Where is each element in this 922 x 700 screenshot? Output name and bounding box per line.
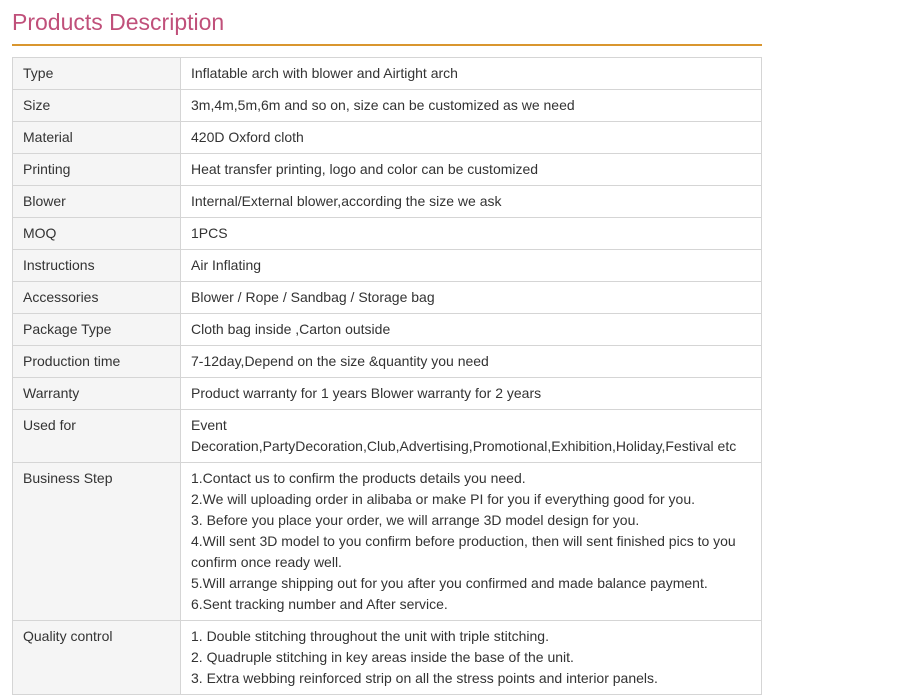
spec-value-line: 1PCS: [191, 225, 228, 241]
table-row: [13, 463, 762, 621]
table-row: [13, 122, 762, 154]
spec-value: [181, 122, 762, 154]
spec-value: [181, 282, 762, 314]
spec-value: [181, 463, 762, 621]
spec-value-line: Decoration,PartyDecoration,Club,Advertising,Promotional,Exhibition,Holiday,Festival etc: [191, 438, 737, 454]
spec-value-line: 1.Contact us to confirm the products details you need.: [191, 470, 526, 486]
title-divider: [12, 44, 762, 46]
spec-label: Instructions: [13, 250, 181, 282]
table-row: [13, 58, 762, 90]
spec-label: Business Step: [13, 463, 181, 621]
spec-value: [181, 410, 762, 463]
spec-value-line: 3. Before you place your order, we will arrange 3D model design for you.: [191, 512, 640, 528]
spec-value: [181, 314, 762, 346]
table-row: [13, 186, 762, 218]
table-row: [13, 282, 762, 314]
spec-value-line: Inflatable arch with blower and Airtight arch: [191, 65, 458, 81]
spec-value-line: 5.Will arrange shipping out for you after you confirmed and made balance payment.: [191, 575, 708, 591]
spec-label: Production time: [13, 346, 181, 378]
spec-label: Package Type: [13, 314, 181, 346]
spec-value-line: Internal/External blower,according the size we ask: [191, 193, 502, 209]
table-row: [13, 250, 762, 282]
spec-value-line: confirm once ready well.: [191, 554, 342, 570]
spec-value-line: 2.We will uploading order in alibaba or make PI for you if everything good for you.: [191, 491, 696, 507]
spec-value-line: Air Inflating: [191, 257, 262, 273]
table-row: [13, 314, 762, 346]
table-row: [13, 621, 762, 695]
spec-label: Warranty: [13, 378, 181, 410]
spec-value-line: 3. Extra webbing reinforced strip on all the stress points and interior panels.: [191, 670, 658, 686]
spec-value: [181, 250, 762, 282]
spec-value-line: 7-12day,Depend on the size &quantity you need: [191, 353, 489, 369]
spec-label: Quality control: [13, 621, 181, 695]
table-row: [13, 346, 762, 378]
spec-label: Blower: [13, 186, 181, 218]
spec-value-line: 3m,4m,5m,6m and so on, size can be customized as we need: [191, 97, 575, 113]
spec-value-line: Blower / Rope / Sandbag / Storage bag: [191, 289, 435, 305]
spec-label: Used for: [13, 410, 181, 463]
spec-value-line: 1. Double stitching throughout the unit with triple stitching.: [191, 628, 549, 644]
table-row: [13, 410, 762, 463]
page-title: Products Description: [12, 9, 225, 35]
spec-value: [181, 186, 762, 218]
spec-value-line: 2. Quadruple stitching in key areas inside the base of the unit.: [191, 649, 574, 665]
table-row: [13, 378, 762, 410]
spec-table: [12, 57, 762, 695]
spec-label: Material: [13, 122, 181, 154]
spec-value: [181, 346, 762, 378]
spec-value: [181, 154, 762, 186]
spec-label: Size: [13, 90, 181, 122]
spec-label: MOQ: [13, 218, 181, 250]
spec-value-line: Product warranty for 1 years Blower warranty for 2 years: [191, 385, 542, 401]
spec-label: Type: [13, 58, 181, 90]
spec-value: [181, 90, 762, 122]
spec-label: Accessories: [13, 282, 181, 314]
spec-value: [181, 621, 762, 695]
spec-value-line: 6.Sent tracking number and After service.: [191, 596, 448, 612]
spec-value-line: Event: [191, 417, 227, 433]
spec-table-body: [13, 58, 762, 695]
spec-value-line: Cloth bag inside ,Carton outside: [191, 321, 391, 337]
table-row: [13, 154, 762, 186]
table-row: [13, 90, 762, 122]
spec-value-line: Heat transfer printing, logo and color can be customized: [191, 161, 539, 177]
spec-value: [181, 58, 762, 90]
spec-label: Printing: [13, 154, 181, 186]
spec-value: [181, 218, 762, 250]
spec-value: [181, 378, 762, 410]
spec-value-line: 4.Will sent 3D model to you confirm before production, then will sent finished pics to you: [191, 533, 736, 549]
table-row: [13, 218, 762, 250]
spec-value-line: 420D Oxford cloth: [191, 129, 304, 145]
